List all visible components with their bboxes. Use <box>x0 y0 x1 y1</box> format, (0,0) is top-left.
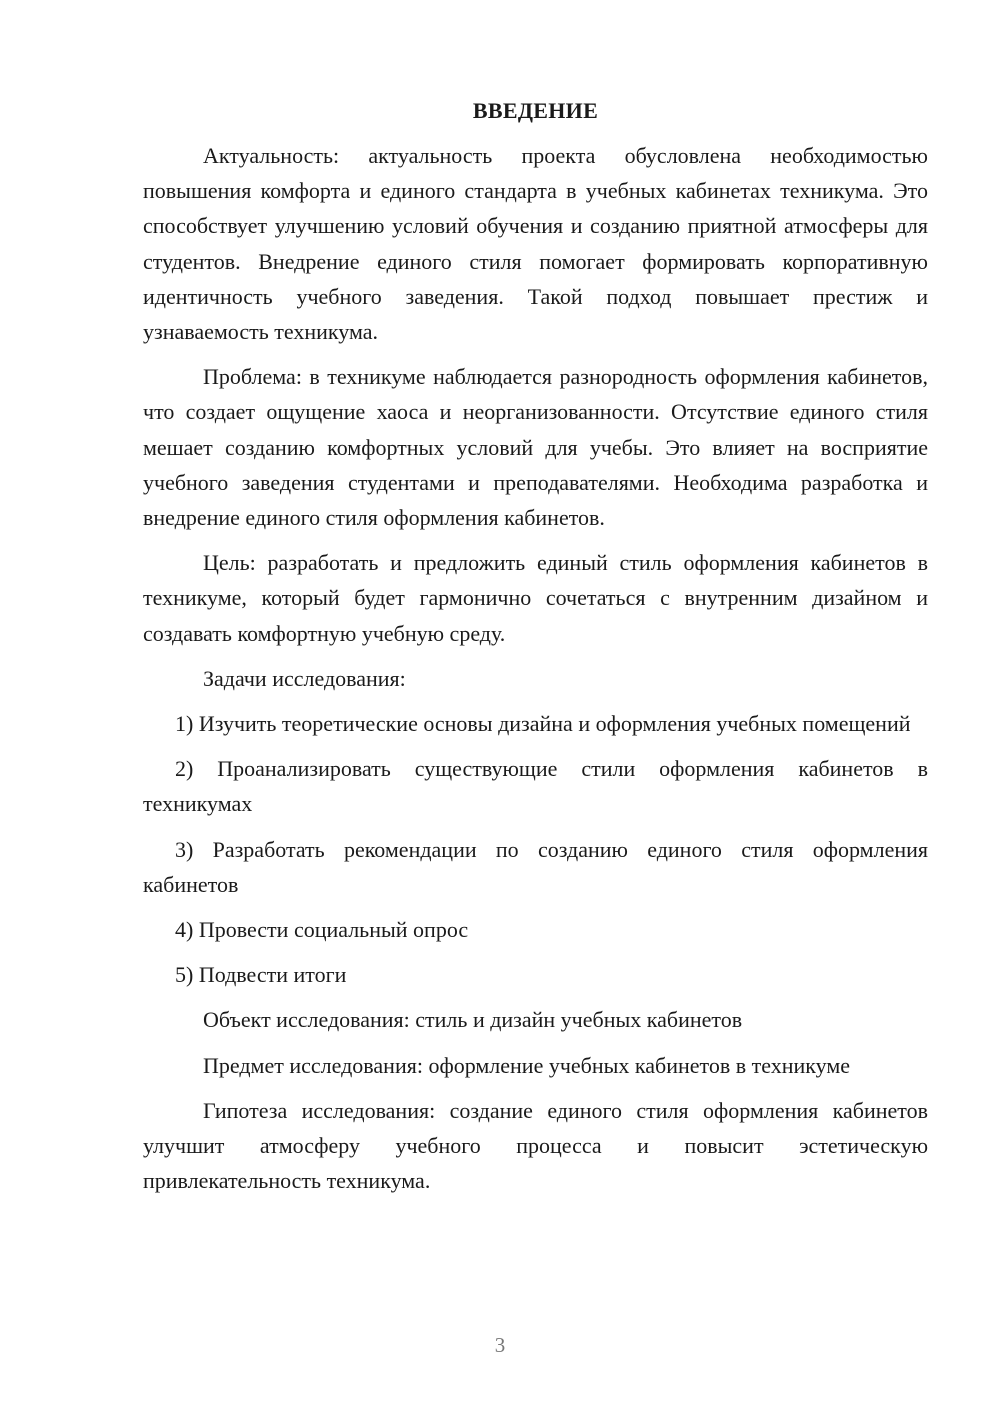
paragraph-relevance: Актуальность: актуальность проекта обусловлена необходимостью повышения комфорта и единого стандарта в учебных кабинетах техникума. Это способствует улучшению условий обучения и созданию приятной атмосферы для студентов. Внедрение единого стиля помогает формировать корпоративную идентичность учебного заведения. Такой подход повышает престиж и узнаваемость техникума. <box>143 143 928 345</box>
paragraph-hypothesis: Гипотеза исследования: создание единого стиля оформления кабинетов улучшит атмосферу учебного процесса и повысит эстетическую привлекательность техникума. <box>143 1097 928 1194</box>
paragraph-object: Объект исследования: стиль и дизайн учебных кабинетов <box>203 1007 743 1033</box>
paragraph-subject: Предмет исследования: оформление учебных кабинетов в техникуме <box>203 1052 851 1078</box>
page-number: 3 <box>494 1333 506 1357</box>
task-item-2: 2) Проанализировать существующие стили оформления кабинетов в техникумах <box>143 756 928 817</box>
paragraph-goal: Цель: разработать и предложить единый стиль оформления кабинетов в техникуме, который будет гармонично сочетаться с внутренним дизайном и создавать комфортную учебную среду. <box>143 550 928 646</box>
page-title: ВВЕДЕНИЕ <box>472 98 599 123</box>
document-page <box>143 93 928 1198</box>
task-item-5: 5) Подвести итоги <box>175 962 347 988</box>
task-item-3: 3) Разработать рекомендации по созданию единого стиля оформления кабинетов <box>143 836 928 897</box>
tasks-heading: Задачи исследования: <box>203 665 406 691</box>
task-item-1: 1) Изучить теоретические основы дизайна и оформления учебных помещений <box>175 711 911 737</box>
paragraph-problem: Проблема: в техникуме наблюдается разнородность оформления кабинетов, что создает ощущение хаоса и неорганизованности. Отсутствие единого стиля мешает созданию комфортных условий для учебы. Это влияет на восприятие учебного заведения студентами и преподавателями. Необходима разработка и внедрение единого стиля оформления кабинетов. <box>143 364 928 531</box>
task-item-4: 4) Провести социальный опрос <box>175 917 469 943</box>
